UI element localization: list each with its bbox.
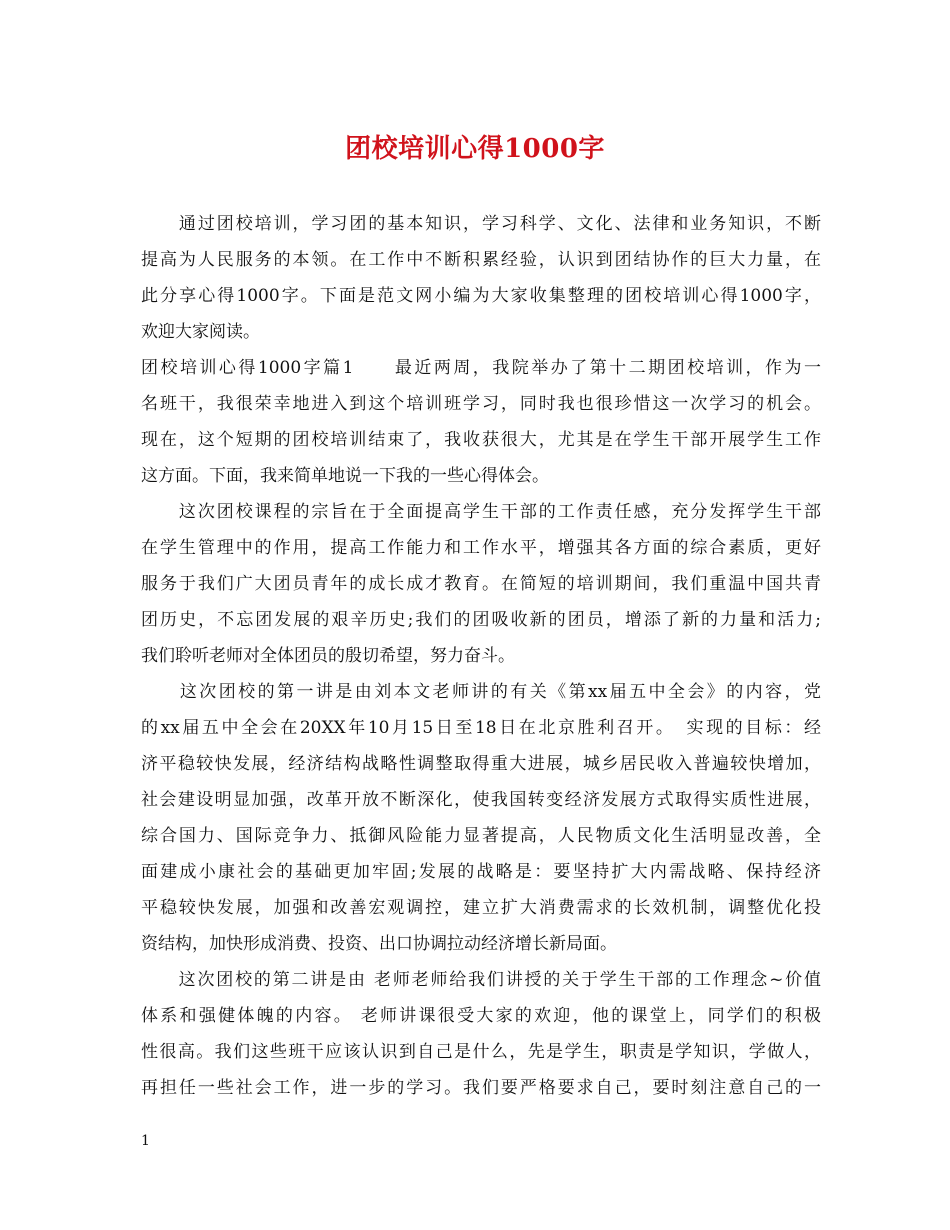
page-number: 1	[141, 1133, 150, 1149]
body-line: 此分享心得1000字。下面是范文网小编为大家收集整理的团校培训心得1000字，	[141, 286, 821, 306]
body-line: 社会建设明显加强，改革开放不断深化，使我国转变经济发展方式取得实质性进展，	[141, 790, 821, 810]
body-line: 在学生管理中的作用，提高工作能力和工作水平，增强其各方面的综合素质，更好	[141, 538, 821, 558]
body-line: 这次团校的第一讲是由刘本文老师讲的有关《第xx届五中全会》的内容，党	[141, 682, 821, 702]
body-line: 济平稳较快发展，经济结构战略性调整取得重大进展，城乡居民收入普遍较快增加，	[141, 754, 821, 774]
body-line: 提高为人民服务的本领。在工作中不断积累经验，认识到团结协作的巨大力量，在	[141, 250, 821, 270]
body-line: 这方面。下面，我来简单地说一下我的一些心得体会。	[141, 466, 549, 486]
body-line: 面建成小康社会的基础更加牢固;发展的战略是：要坚持扩大内需战略、保持经济	[141, 862, 821, 882]
body-line: 现在，这个短期的团校培训结束了，我收获很大，尤其是在学生干部开展学生工作	[141, 430, 821, 450]
document-body	[141, 206, 821, 1106]
body-line: 再担任一些社会工作，进一步的学习。我们要严格要求自己，要时刻注意自己的一	[141, 1078, 821, 1098]
body-line: 我们聆听老师对全体团员的殷切希望，努力奋斗。	[141, 646, 515, 666]
body-line: 服务于我们广大团员青年的成长成才教育。在简短的培训期间，我们重温中国共青	[141, 574, 821, 594]
body-line: 性很高。我们这些班干应该认识到自己是什么，先是学生，职责是学知识，学做人，	[141, 1042, 821, 1062]
body-line: 这次团校的第二讲是由 老师老师给我们讲授的关于学生干部的工作理念~价值	[141, 970, 821, 990]
body-line: 欢迎大家阅读。	[141, 322, 260, 342]
document-title: 团校培训心得1000字	[345, 134, 605, 164]
body-line: 团历史，不忘团发展的艰辛历史;我们的团吸收新的团员，增添了新的力量和活力;	[141, 610, 821, 630]
body-line: 平稳较快发展，加强和改善宏观调控，建立扩大消费需求的长效机制，调整优化投	[141, 898, 821, 918]
body-line: 通过团校培训，学习团的基本知识，学习科学、文化、法律和业务知识，不断	[141, 214, 821, 234]
body-line: 这次团校课程的宗旨在于全面提高学生干部的工作责任感，充分发挥学生干部	[141, 502, 821, 522]
body-line: 资结构，加快形成消费、投资、出口协调拉动经济增长新局面。	[141, 934, 617, 954]
body-line: 综合国力、国际竞争力、抵御风险能力显著提高，人民物质文化生活明显改善，全	[141, 826, 821, 846]
body-line: 团校培训心得1000字篇1 最近两周，我院举办了第十二期团校培训，作为一	[141, 358, 821, 378]
body-line: 的xx届五中全会在20XX年10月15日至18日在北京胜利召开。 实现的目标：经	[141, 718, 821, 738]
body-line: 名班干，我很荣幸地进入到这个培训班学习，同时我也很珍惜这一次学习的机会。	[141, 394, 821, 414]
body-line: 体系和强健体魄的内容。 老师讲课很受大家的欢迎，他的课堂上，同学们的积极	[141, 1006, 821, 1026]
